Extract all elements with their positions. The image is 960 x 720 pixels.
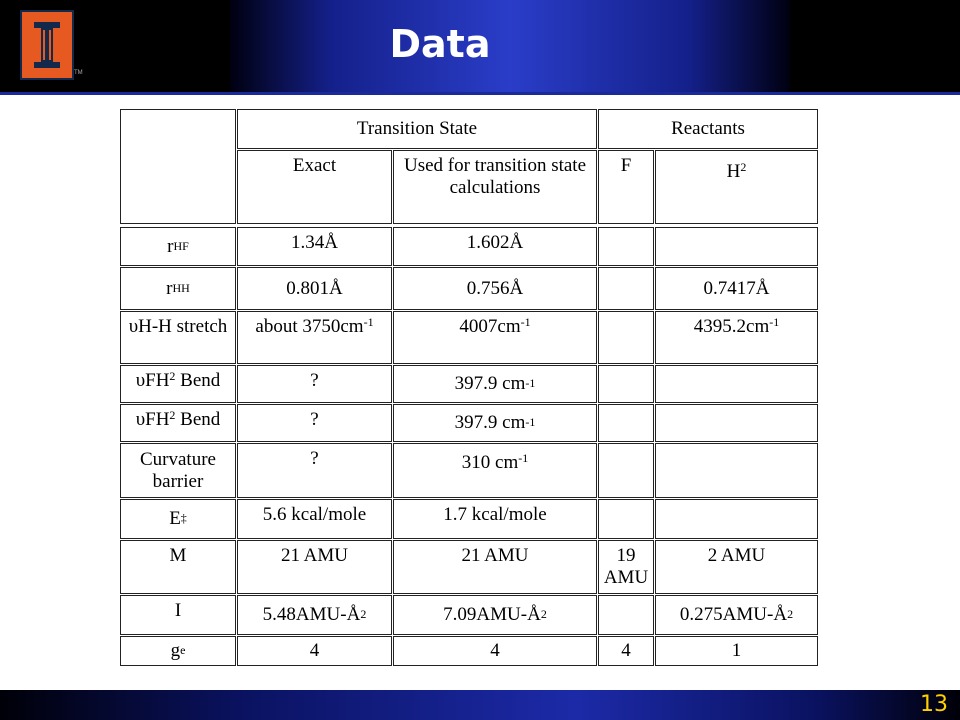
cell-f: [598, 365, 654, 403]
page-number: 13: [920, 692, 948, 717]
row-label-sub: 2: [169, 369, 176, 383]
cell-exact: ?: [237, 443, 392, 498]
cell-h2: 1: [655, 636, 818, 666]
row-label-activation-energy: [120, 499, 236, 539]
cell-used: 1.7 kcal/mole: [393, 499, 597, 539]
cell-used: [393, 595, 597, 635]
cell-value: 4007cm: [459, 316, 521, 337]
cell-f: [598, 404, 654, 442]
cell-used: [393, 365, 597, 403]
row-label-inertia: I: [120, 595, 236, 635]
cell-value: about 3750cm: [255, 316, 364, 337]
trademark-mark: TM: [74, 70, 83, 76]
cell-exact: 21 AMU: [237, 540, 392, 594]
cell-f: [598, 227, 654, 266]
row-label-sub: HF: [173, 238, 189, 253]
cell-exponent: -1: [525, 376, 536, 391]
cell-exact: [237, 595, 392, 635]
header-reactants: Reactants: [598, 109, 818, 149]
block-i-icon: [22, 12, 72, 78]
cell-used: 21 AMU: [393, 540, 597, 594]
title-bar-divider: [0, 92, 960, 95]
cell-f: [598, 311, 654, 364]
cell-exact: 0.801Å: [237, 267, 392, 310]
table-corner-cell: [120, 109, 236, 224]
cell-used: 4: [393, 636, 597, 666]
header-transition-state: Transition State: [237, 109, 597, 149]
header-f: F: [598, 150, 654, 224]
row-label-suffix: Bend: [175, 370, 221, 391]
row-label-base: υFH: [135, 409, 170, 430]
row-label-base: r: [167, 235, 174, 257]
row-label-base: υFH: [135, 370, 170, 391]
cell-exact: ?: [237, 365, 392, 403]
cell-used: [393, 311, 597, 364]
cell-value: 7.09AMU-Å: [443, 604, 541, 626]
cell-h2: [655, 311, 818, 364]
cell-used: [393, 443, 597, 498]
cell-exponent: -1: [518, 451, 529, 465]
cell-exponent: 2: [360, 607, 367, 622]
row-label-hh-stretch: υH-H stretch: [120, 311, 236, 364]
cell-exact: 5.6 kcal/mole: [237, 499, 392, 539]
cell-used: 0.756Å: [393, 267, 597, 310]
cell-exponent: -1: [520, 315, 531, 329]
row-label-rhh: [120, 267, 236, 310]
row-label-fh2-bend: [120, 365, 236, 403]
row-label-sup: ‡: [180, 511, 187, 526]
cell-f: 4: [598, 636, 654, 666]
cell-h2: [655, 227, 818, 266]
cell-exact: [237, 311, 392, 364]
header-used-for-transition: Used for transition state calculations: [393, 150, 597, 224]
header-h2: [655, 150, 818, 224]
cell-h2: [655, 595, 818, 635]
cell-h2: 2 AMU: [655, 540, 818, 594]
cell-h2: [655, 365, 818, 403]
row-label-degeneracy: [120, 636, 236, 666]
cell-exponent: 2: [787, 607, 794, 622]
row-label-sub: 2: [169, 408, 176, 422]
cell-h2: 0.7417Å: [655, 267, 818, 310]
header-h2-sub: 2: [740, 160, 747, 174]
row-label-rhf: [120, 227, 236, 266]
row-label-suffix: Bend: [175, 409, 221, 430]
row-label-fh2-bend: [120, 404, 236, 442]
header-h2-base: H: [726, 161, 741, 182]
cell-exponent: -1: [363, 315, 374, 329]
row-label-mass: M: [120, 540, 236, 594]
cell-value: 397.9 cm: [454, 412, 526, 434]
cell-value: 310 cm: [461, 452, 519, 473]
row-label-base: g: [170, 640, 181, 662]
cell-f: 19 AMU: [598, 540, 654, 594]
row-label-base: r: [166, 277, 173, 299]
row-label-base: E: [169, 508, 181, 530]
cell-h2: [655, 404, 818, 442]
cell-h2: [655, 499, 818, 539]
cell-h2: [655, 443, 818, 498]
header-exact: Exact: [237, 150, 392, 224]
footer-bar: [0, 690, 960, 720]
cell-used: 1.602Å: [393, 227, 597, 266]
cell-used: [393, 404, 597, 442]
row-label-sub: e: [180, 643, 186, 658]
cell-exact: ?: [237, 404, 392, 442]
cell-f: [598, 267, 654, 310]
cell-exact: 1.34Å: [237, 227, 392, 266]
cell-f: [598, 595, 654, 635]
row-label-curvature-barrier: Curvature barrier: [120, 443, 236, 498]
cell-f: [598, 443, 654, 498]
slide-title: Data: [389, 22, 491, 66]
cell-value: 5.48AMU-Å: [262, 604, 361, 626]
university-logo: [20, 10, 74, 80]
cell-f: [598, 499, 654, 539]
cell-value: 397.9 cm: [454, 373, 526, 395]
cell-value: 0.275AMU-Å: [679, 604, 788, 626]
cell-exact: 4: [237, 636, 392, 666]
cell-exponent: 2: [540, 607, 547, 622]
cell-exponent: -1: [769, 315, 780, 329]
row-label-sub: HH: [172, 280, 190, 295]
cell-value: 4395.2cm: [693, 316, 770, 337]
cell-exponent: -1: [525, 415, 536, 430]
